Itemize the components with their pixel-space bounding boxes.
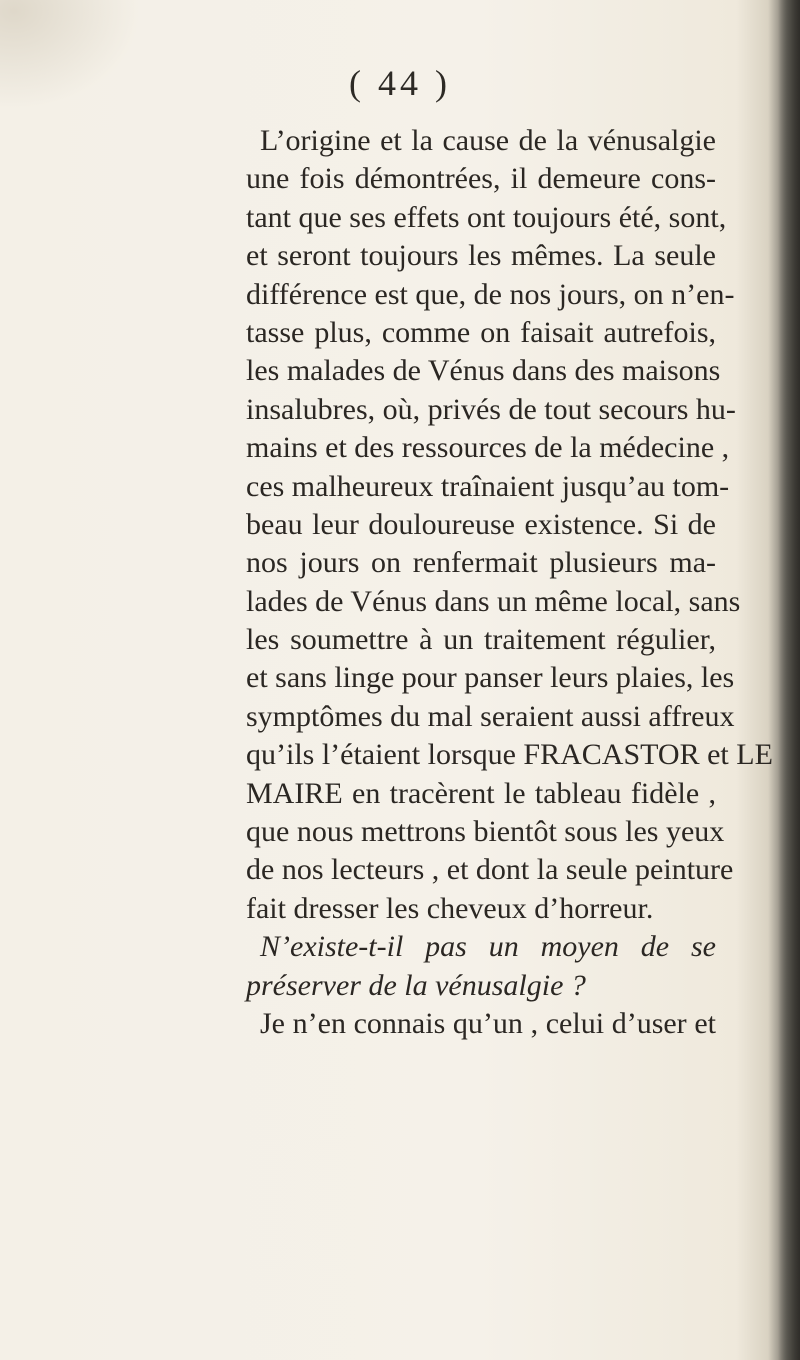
text-line: tasse plus, comme on faisait autrefois, — [246, 315, 716, 349]
text-line: lades de Vénus dans un même local, sans — [246, 584, 741, 618]
text-line: de nos lecteurs , et dont la seule peinture — [246, 853, 734, 887]
text-line: symptômes du mal seraient aussi affreux — [246, 699, 735, 733]
text-line: et sans linge pour panser leurs plaies, les — [246, 661, 735, 695]
text-line: Je n’en connais qu’un , celui d’user et — [260, 1006, 716, 1040]
text-line: tant que ses effets ont toujours été, sont, — [246, 200, 727, 234]
page-edge-shadow — [778, 0, 800, 1360]
text-line: mains et des ressources de la médecine , — [246, 431, 730, 465]
text-line: MAIRE en tracèrent le tableau fidèle , — [246, 776, 716, 810]
text-line: une fois démontrées, il demeure cons- — [246, 162, 716, 196]
italic-heading-line: N’existe-t-il pas un moyen de se — [260, 930, 716, 964]
text-line: les soumettre à un traitement régulier, — [246, 623, 716, 657]
text-line: les malades de Vénus dans des maisons — [246, 354, 721, 388]
text-line: et seront toujours les mêmes. La seule — [246, 239, 716, 273]
text-line: qu’ils l’étaient lorsque FRACASTOR et LE — [246, 738, 773, 772]
page-number: ( 44 ) — [349, 63, 451, 103]
text-line: différence est que, de nos jours, on n’en- — [246, 277, 735, 311]
text-line: insalubres, où, privés de tout secours hu- — [246, 392, 736, 426]
text-line: nos jours on renfermait plusieurs ma- — [246, 546, 716, 580]
text-line: fait dresser les cheveux d’horreur. — [246, 891, 654, 925]
text-line: ces malheureux traînaient jusqu’au tom- — [246, 469, 730, 503]
body-text — [246, 122, 773, 1043]
text-line: beau leur douloureuse existence. Si de — [246, 507, 716, 541]
italic-heading-line: préserver de la vénusalgie ? — [246, 968, 586, 1002]
text-line: que nous mettrons bientôt sous les yeux — [246, 815, 725, 849]
text-line: L’origine et la cause de la vénusalgie — [260, 124, 716, 157]
